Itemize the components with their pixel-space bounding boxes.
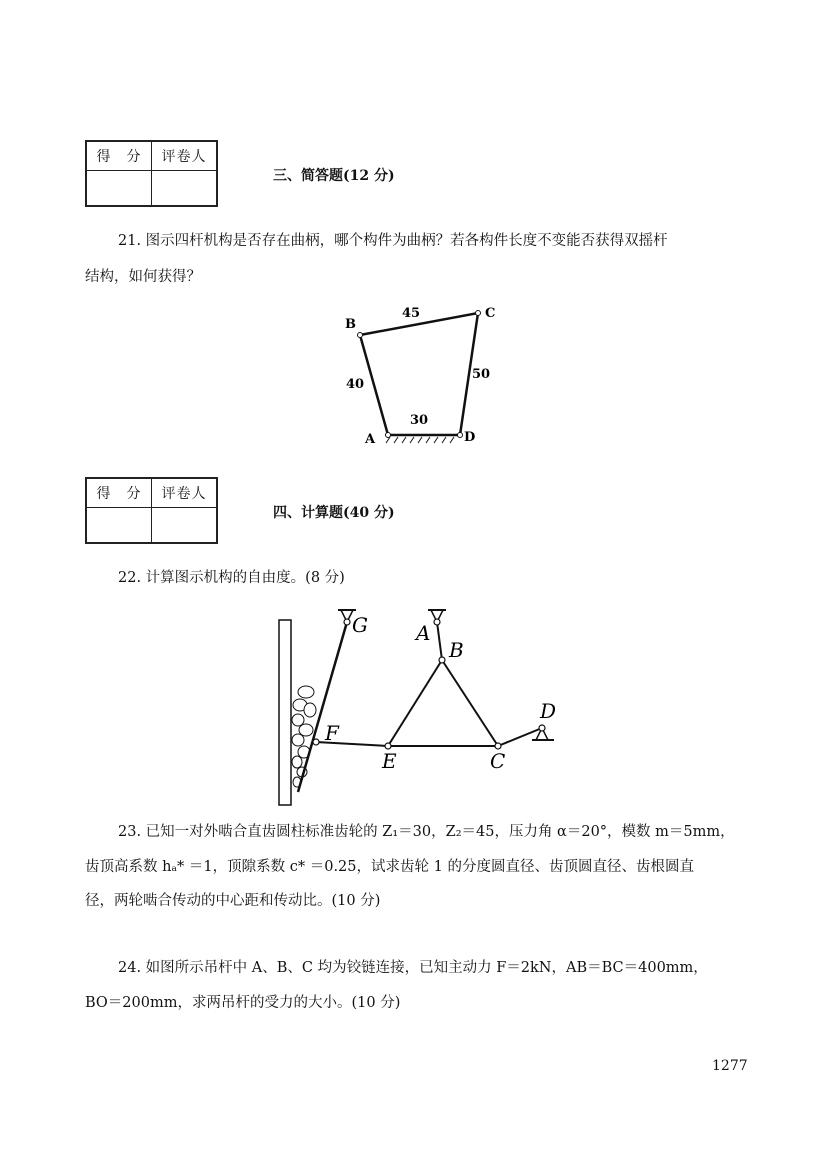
q22-text: 22. 计算图示机构的自由度。(8 分) xyxy=(118,570,345,586)
label-a: A xyxy=(365,432,376,447)
link-cd xyxy=(498,728,542,746)
score-box-1 xyxy=(85,140,218,207)
link-ab xyxy=(437,622,442,660)
label-d: D xyxy=(540,699,557,723)
score-label: 得 分 xyxy=(86,478,152,508)
q21-line-2: 结构，如何获得？ xyxy=(85,269,201,285)
joint-a xyxy=(386,433,391,438)
label-c: C xyxy=(490,749,506,773)
label-f: F xyxy=(325,721,339,745)
q23-line-3: 径，两轮啮合传动的中心距和传动比。(10 分) xyxy=(85,893,381,909)
length-ad: 30 xyxy=(410,413,429,428)
joint-d xyxy=(458,433,463,438)
score-box-2 xyxy=(85,477,218,544)
reviewer-label: 评卷人 xyxy=(152,478,218,508)
link-be xyxy=(388,660,442,746)
label-b: B xyxy=(449,638,464,662)
page-number: 1277 xyxy=(712,1058,748,1074)
wall xyxy=(279,620,291,805)
link-bc xyxy=(442,660,498,746)
score-label: 得 分 xyxy=(86,141,152,171)
q24-line-2: BO＝200mm，求两吊杆的受力的大小。(10 分) xyxy=(85,995,401,1011)
label-g: G xyxy=(352,613,368,637)
reviewer-label: 评卷人 xyxy=(152,141,218,171)
q23-line-1: 23. 已知一对外啮合直齿圆柱标准齿轮的 Z₁＝30，Z₂＝45，压力角 α＝20°，模数 m＝5mm， xyxy=(118,824,735,840)
section-4-title: 四、计算题(40 分) xyxy=(273,505,395,521)
label-c: C xyxy=(485,306,496,321)
label-e: E xyxy=(382,749,397,773)
joint-c xyxy=(476,311,481,316)
section-3-title: 三、简答题(12 分) xyxy=(273,168,395,184)
label-b: B xyxy=(345,317,356,332)
ground-hatch xyxy=(386,437,454,443)
length-ab: 40 xyxy=(346,377,365,392)
length-cd: 50 xyxy=(472,367,491,382)
q23-line-2: 齿顶高系数 hₐ* ＝1，顶隙系数 c* ＝0.25，试求齿轮 1 的分度圆直径、齿顶圆直径、齿根圆直 xyxy=(85,859,694,875)
q21-line-1: 21. 图示四杆机构是否存在曲柄，哪个构件为曲柄？若各构件长度不变能否获得双摇杆 xyxy=(118,233,668,249)
label-a: A xyxy=(416,621,431,645)
reviewer-cell[interactable] xyxy=(152,171,218,207)
score-cell[interactable] xyxy=(86,508,152,544)
label-d: D xyxy=(464,430,476,445)
mechanism-figure xyxy=(270,600,570,810)
joint-b xyxy=(358,333,363,338)
q24-line-1: 24. 如图所示吊杆中 A、B、C 均为铰链连接，已知主动力 F＝2kN，AB＝BC＝400mm， xyxy=(118,960,708,976)
reviewer-cell[interactable] xyxy=(152,508,218,544)
score-cell[interactable] xyxy=(86,171,152,207)
four-bar-linkage-figure xyxy=(330,295,500,455)
length-bc: 45 xyxy=(402,306,421,321)
